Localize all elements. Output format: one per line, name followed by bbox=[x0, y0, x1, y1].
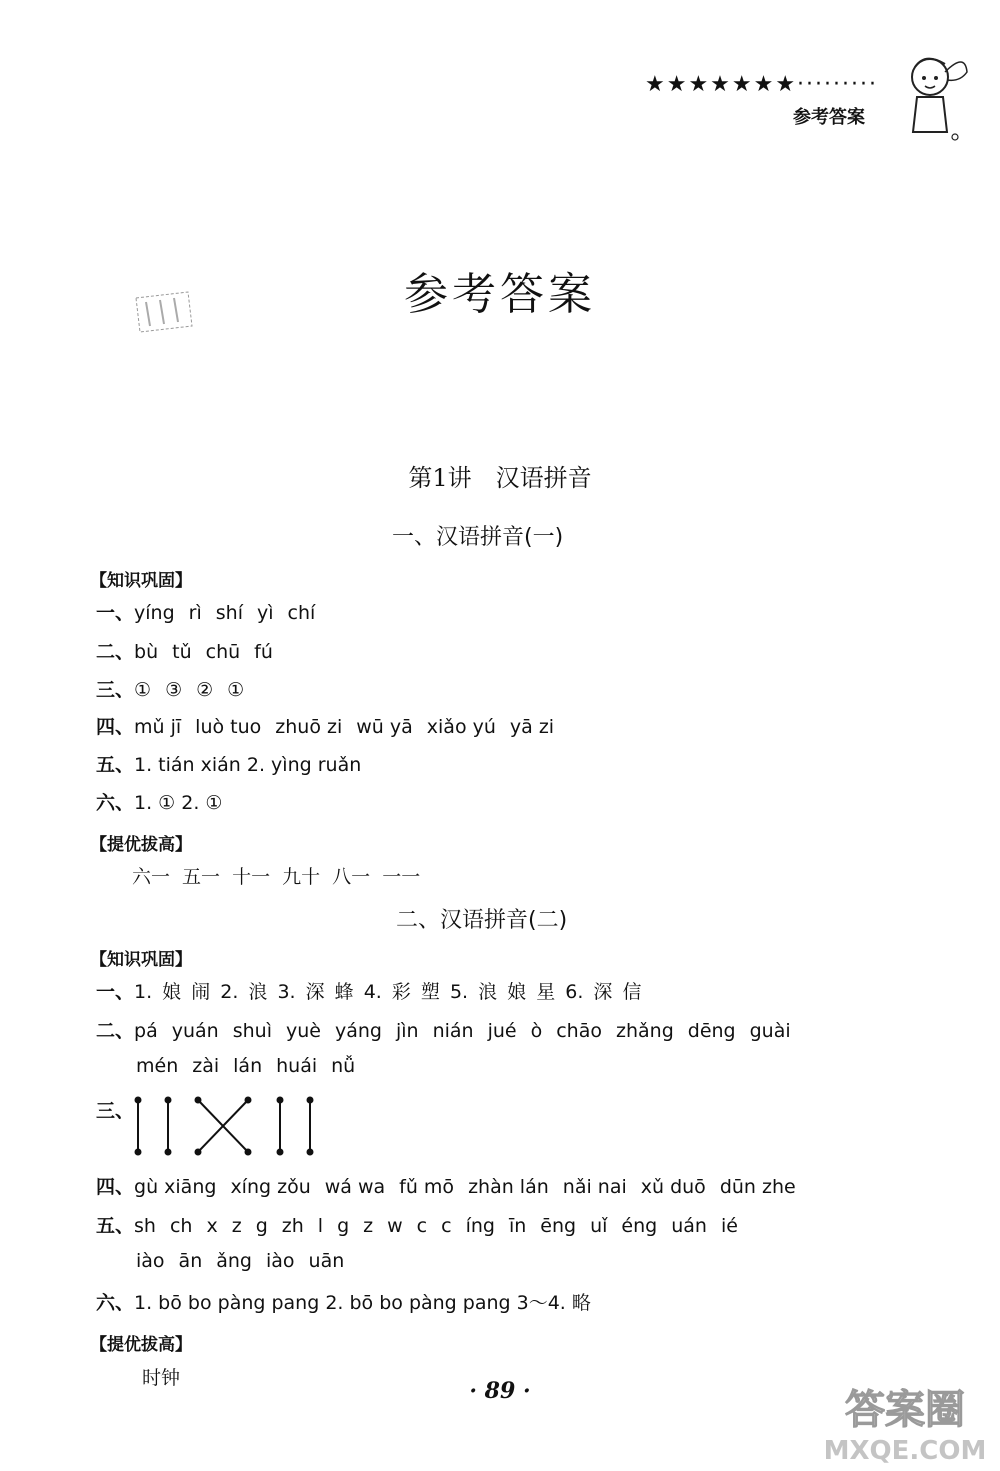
s1-q1 bbox=[96, 598, 329, 625]
matching-lines-diagram bbox=[130, 1096, 330, 1156]
answer-item: iào bbox=[265, 1250, 295, 1272]
answer-item: huái bbox=[276, 1055, 318, 1077]
answer-item: uān bbox=[308, 1250, 345, 1272]
answer-item: yì bbox=[256, 602, 274, 624]
answer-item: yā zi bbox=[509, 716, 555, 738]
page-number: · 89 · bbox=[469, 1378, 531, 1404]
answer-item: sh bbox=[134, 1215, 156, 1237]
answer-item: zhǎng bbox=[616, 1020, 674, 1042]
question-label: 六、 bbox=[96, 792, 135, 814]
header-stars: ★★★★★★★········· bbox=[645, 72, 878, 97]
svg-text:答案圈: 答案圈 bbox=[845, 1387, 965, 1433]
s1-q6 bbox=[96, 788, 222, 815]
answer-item: guài bbox=[749, 1020, 791, 1042]
question-label: 一、 bbox=[96, 981, 135, 1003]
answer-item: bù bbox=[134, 641, 159, 663]
s2-q5-line1 bbox=[96, 1211, 752, 1238]
s1-q4 bbox=[96, 712, 568, 739]
answer-item: l bbox=[317, 1215, 324, 1237]
section-title-2: 二、汉语拼音(二) bbox=[396, 908, 568, 933]
s1-improve-answer: 六一 五一 十一 九十 八一 一一 bbox=[132, 866, 421, 888]
s2-q1 bbox=[96, 977, 641, 1004]
answer-item: z bbox=[363, 1215, 374, 1237]
s2-q6 bbox=[96, 1288, 591, 1315]
answer-item: jìn bbox=[395, 1020, 419, 1042]
answer-item: shuì bbox=[232, 1020, 272, 1042]
answer-item: ① bbox=[134, 679, 152, 701]
answer-item: nǎi nai bbox=[562, 1176, 627, 1198]
s2-improve-answer: 时钟 bbox=[142, 1367, 181, 1389]
answer-text: 1. ① 2. ① bbox=[134, 792, 223, 814]
answer-item: fú bbox=[254, 641, 273, 663]
svg-text:MXQE.COM: MXQE.COM bbox=[823, 1436, 987, 1466]
answer-item: nǚ bbox=[331, 1055, 356, 1077]
answer-item: ēng bbox=[540, 1215, 577, 1237]
s2-q4 bbox=[96, 1172, 810, 1199]
question-label: 五、 bbox=[96, 754, 135, 776]
improve-heading-2: 【提优拔高】 bbox=[90, 1335, 192, 1355]
s2-q2-line2 bbox=[136, 1055, 369, 1077]
answer-item: zhàn lán bbox=[468, 1176, 549, 1198]
answer-item: xǔ duō bbox=[640, 1176, 706, 1198]
watermark-logo bbox=[810, 1371, 1000, 1471]
s1-q3 bbox=[96, 675, 258, 702]
consolidate-heading-1: 【知识巩固】 bbox=[90, 571, 192, 591]
section-title-1: 一、汉语拼音(一) bbox=[392, 525, 564, 550]
question-label: 三、 bbox=[96, 1100, 135, 1122]
answer-item: c bbox=[416, 1215, 428, 1237]
page-title: 参考答案 bbox=[404, 269, 596, 320]
answer-item: dūn zhe bbox=[719, 1176, 796, 1198]
question-label: 四、 bbox=[96, 716, 135, 738]
question-label: 三、 bbox=[96, 679, 135, 701]
answer-item: ié bbox=[720, 1215, 738, 1237]
answer-item: rì bbox=[188, 602, 202, 624]
answer-item: īn bbox=[508, 1215, 527, 1237]
answer-text: 1. tián xián 2. yìng ruǎn bbox=[134, 754, 362, 776]
question-label: 一、 bbox=[96, 602, 135, 624]
s2-q5-line2 bbox=[136, 1250, 358, 1272]
answer-item: zh bbox=[281, 1215, 304, 1237]
answer-item: yíng bbox=[134, 602, 175, 624]
s2-q3 bbox=[96, 1096, 134, 1123]
answer-item: zhuō zi bbox=[275, 716, 343, 738]
question-label: 二、 bbox=[96, 1020, 135, 1042]
answer-item: w bbox=[387, 1215, 403, 1237]
answer-item: dēng bbox=[687, 1020, 736, 1042]
answer-item: ③ bbox=[165, 679, 183, 701]
answer-item: z bbox=[231, 1215, 242, 1237]
answer-item: lán bbox=[233, 1055, 263, 1077]
answer-item: ch bbox=[169, 1215, 193, 1237]
answer-item: fǔ mō bbox=[399, 1176, 455, 1198]
answer-item: gù xiāng bbox=[134, 1176, 217, 1198]
answer-item: ② bbox=[196, 679, 214, 701]
answer-item: chū bbox=[205, 641, 241, 663]
answer-item: pá bbox=[134, 1020, 158, 1042]
answer-item: x bbox=[206, 1215, 218, 1237]
answer-item: ǎng bbox=[216, 1250, 252, 1272]
s1-q5 bbox=[96, 750, 361, 777]
answer-item: yáng bbox=[334, 1020, 382, 1042]
question-label: 六、 bbox=[96, 1292, 135, 1314]
answer-item: mén bbox=[136, 1055, 179, 1077]
s2-q2-line1 bbox=[96, 1016, 805, 1043]
answer-item: jué bbox=[487, 1020, 517, 1042]
consolidate-heading-2: 【知识巩固】 bbox=[90, 950, 192, 970]
answer-item: zài bbox=[192, 1055, 220, 1077]
header-label: 参考答案 bbox=[793, 107, 865, 128]
stamp-icon bbox=[128, 288, 198, 336]
s1-q2 bbox=[96, 637, 287, 664]
answer-item: ① bbox=[227, 679, 245, 701]
answer-item: shí bbox=[215, 602, 243, 624]
answer-item: xíng zǒu bbox=[230, 1176, 311, 1198]
answer-item: luò tuo bbox=[195, 716, 262, 738]
lecture-title: 第1讲 汉语拼音 bbox=[408, 464, 592, 492]
answer-item: uán bbox=[671, 1215, 707, 1237]
answer-item: íng bbox=[465, 1215, 495, 1237]
answer-item: éng bbox=[621, 1215, 658, 1237]
answer-text: 1. bō bo pàng pang 2. bō bo pàng pang 3～4. 略 bbox=[134, 1292, 591, 1314]
answer-text: 1. 娘 闹 2. 浪 3. 深 蜂 4. 彩 塑 5. 浪 娘 星 6. 深 信 bbox=[134, 981, 642, 1003]
answer-item: xiǎo yú bbox=[426, 716, 496, 738]
answer-item: chāo bbox=[556, 1020, 602, 1042]
answer-item: tǔ bbox=[172, 641, 192, 663]
question-label: 四、 bbox=[96, 1176, 135, 1198]
answer-item: wá wa bbox=[324, 1176, 386, 1198]
answer-item: c bbox=[441, 1215, 452, 1237]
answer-item: chí bbox=[287, 602, 316, 624]
improve-heading-1: 【提优拔高】 bbox=[90, 835, 192, 855]
answer-item: wū yā bbox=[356, 716, 413, 738]
answer-item: g bbox=[337, 1215, 350, 1237]
answer-item: g bbox=[255, 1215, 268, 1237]
answer-item: mǔ jī bbox=[134, 716, 182, 738]
answer-item: uǐ bbox=[590, 1215, 608, 1237]
answer-item: iào bbox=[136, 1250, 165, 1272]
answer-item: ān bbox=[178, 1250, 203, 1272]
answer-item: yuán bbox=[171, 1020, 219, 1042]
answer-item: ò bbox=[530, 1020, 543, 1042]
answer-item: yuè bbox=[285, 1020, 321, 1042]
question-label: 五、 bbox=[96, 1215, 135, 1237]
answer-item: nián bbox=[432, 1020, 474, 1042]
question-label: 二、 bbox=[96, 641, 135, 663]
mascot-icon bbox=[895, 42, 975, 152]
